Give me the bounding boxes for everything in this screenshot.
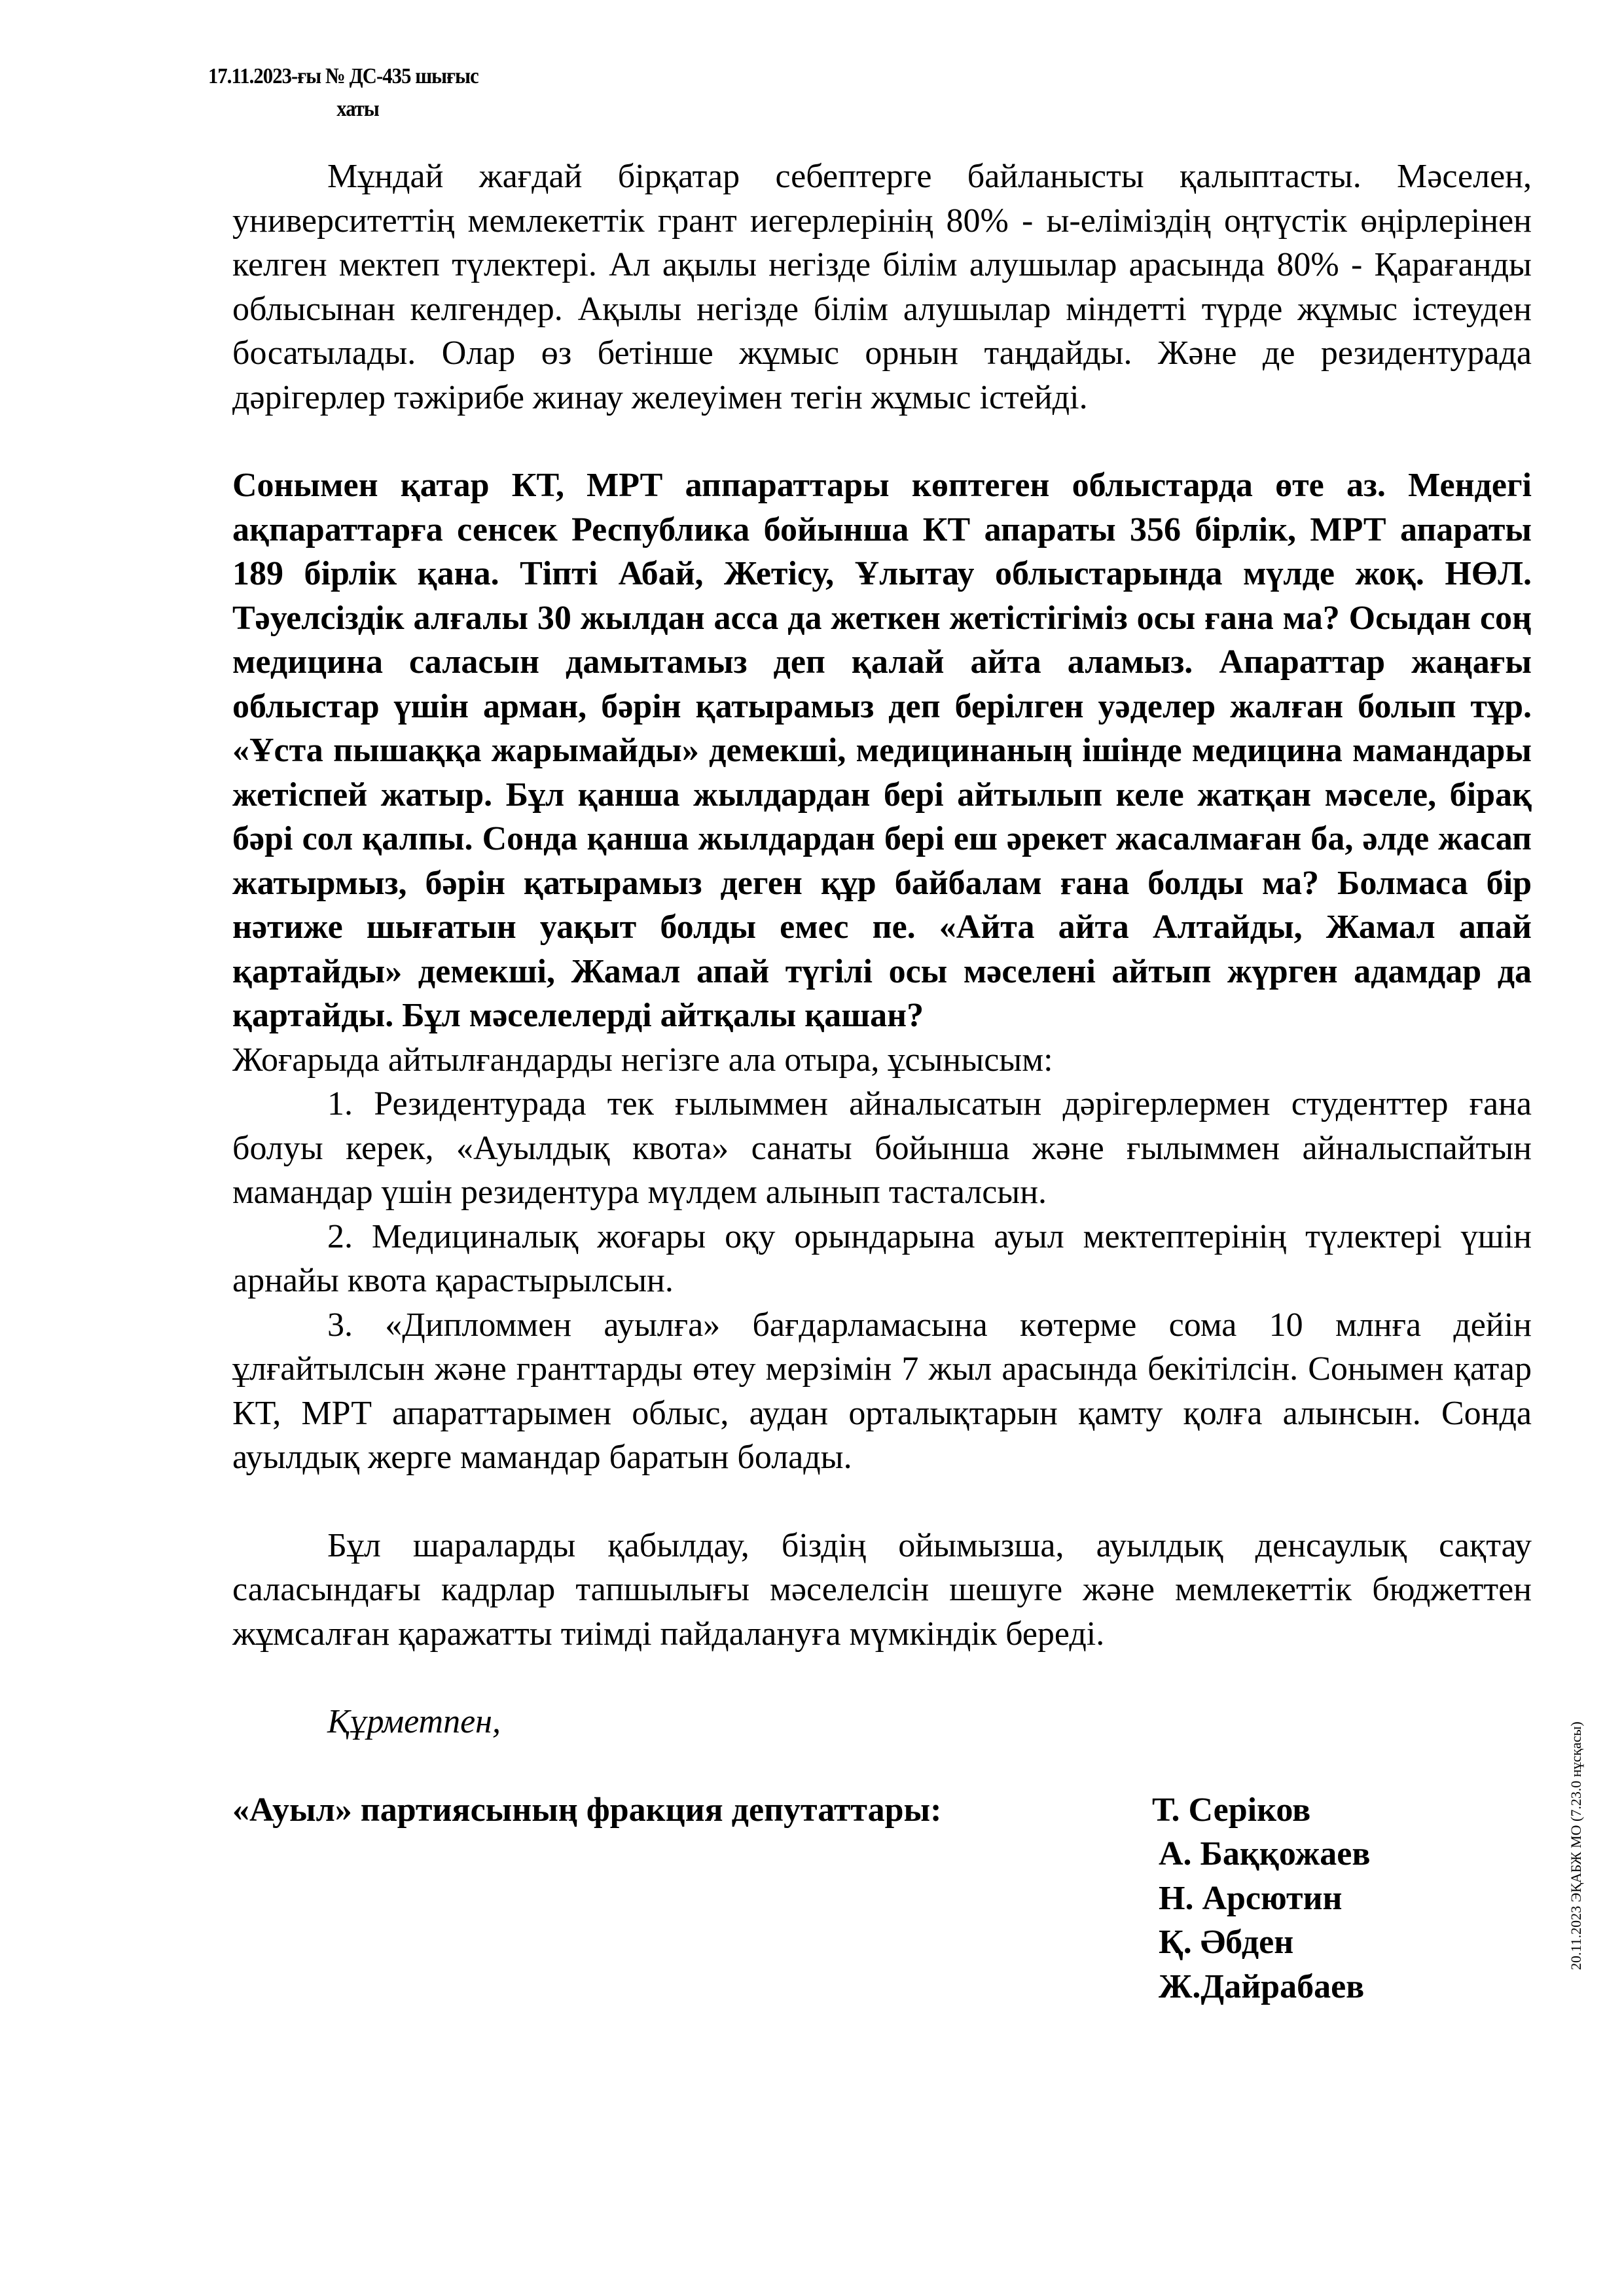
signatory-name: Ж.Дайрабаев xyxy=(1159,1967,1365,2005)
closing-phrase: Құрметпен, xyxy=(327,1703,501,1740)
proposal-intro: Жоғарыда айтылғандарды негізге ала отыра, ұсынысым: xyxy=(232,1041,1053,1079)
outgoing-number-suffix: хаты xyxy=(336,97,379,121)
signatory-name: Н. Арсютин xyxy=(1159,1879,1343,1917)
proposal-item-1: 1. Резидентурада тек ғылыммен айналысатын дәрігерлермен студенттер ғана болуы керек, «Ауылдық квота» санаты бойынша және ғылыммен айналыспайтын мамандар үшін резидентура мүлдем алынып тасталсын. xyxy=(232,1085,1532,1211)
signatory-name: Қ. Әбден xyxy=(1159,1924,1294,1961)
document-header xyxy=(208,60,478,126)
outgoing-number: 17.11.2023-ғы № ДС-435 шығыс xyxy=(208,64,478,88)
proposal-item-2: 2. Медициналық жоғары оқу орындарына ауыл мектептерінің түлектері үшін арнайы квота қарастырылсын. xyxy=(232,1217,1532,1299)
paragraph-equipment: Сонымен қатар КТ, МРТ аппараттары көптеген облыстарда өте аз. Мендегі ақпараттарға сенсек Республика бойынша КТ апараты 356 бірлік, МРТ апараты 189 бірлік қана. Тіпті Абай, Жетісу, Ұлытау облыстарында мүлде жоқ. НӨЛ. Тәуелсіздік алғалы 30 жылдан асса да жеткен жетістігіміз осы ғана ма? Осыдан соң медицина саласын дамытамыз деп қалай айта аламыз. Апараттар жаңағы облыстар үшін арман, бәрін қатырамыз деп берілген уәделер жалған болып тұр. «Ұста пышаққа жарымайды» демекші, медицинаның ішінде медицина мамандары жетіспей жатыр. Бұл қанша жылдардан бері айтылып келе жатқан мәселе, бірақ бәрі сол қалпы. Сонда қанша жылдардан бері еш әрекет жасалмаған ба, әлде жасап жатырмыз, бәрін қатырамыз деген құр байбалам ғана болды ма? Болмаса бір нәтиже шығатын уақыт болды емес пе. «Айта айта Алтайды, Жамал апай қартайды» демекші, Жамал апай түгілі осы мәселені айтып жүрген адамдар да қартайды. Бұл мәселелерді айтқалы қашан? xyxy=(232,467,1532,1034)
signatory-name: Т. Серіков xyxy=(1152,1791,1311,1829)
registry-side-stamp xyxy=(1568,1721,1587,1990)
letter-body xyxy=(232,154,1532,2005)
signatory-names xyxy=(1152,1788,1370,2009)
signature-block xyxy=(232,1788,1532,2005)
signatory-label: «Ауыл» партиясының фракция депутаттары: xyxy=(232,1791,942,1829)
paragraph-conclusion: Бұл шараларды қабылдау, біздің ойымызша, ауылдық денсаулық сақтау саласындағы кадрлар тапшылығы мәселелсін шешуге және мемлекеттік бюджеттен жұмсалған қаражатты тиімді пайдалануға мүмкіндік береді. xyxy=(232,1526,1532,1653)
registry-stamp-text: 20.11.2023 ЭҚАБЖ МО (7.23.0 нұсқасы) xyxy=(1568,1721,1584,1970)
signatory-name: А. Баққожаев xyxy=(1159,1835,1371,1873)
paragraph-reasons: Мұндай жағдай бірқатар себептерге байланысты қалыптасты. Мәселен, университеттің мемлекеттік грант иегерлерінің 80% - ы-еліміздің оңтүстік өңірлерінен келген мектеп түлектері. Ал ақылы негізде білім алушылар арасында 80% - Қарағанды облысынан келгендер. Ақылы негізде білім алушылар міндетті түрде жұмыс істеуден босатылады. Олар өз бетінше жұмыс орнын таңдайды. Және де резидентурада дәрігерлер тәжірибе жинау желеуімен тегін жұмыс істейді. xyxy=(232,158,1532,416)
proposal-item-3: 3. «Дипломмен ауылға» бағдарламасына көтерме сома 10 млнға дейін ұлғайтылсын және гранттарды өтеу мерзімін 7 жыл арасында бекітілсін. Сонымен қатар КТ, МРТ апараттарымен облыс, аудан орталықтарын қамту қолға алынсын. Сонда ауылдық жерге мамандар баратын болады. xyxy=(232,1306,1532,1476)
